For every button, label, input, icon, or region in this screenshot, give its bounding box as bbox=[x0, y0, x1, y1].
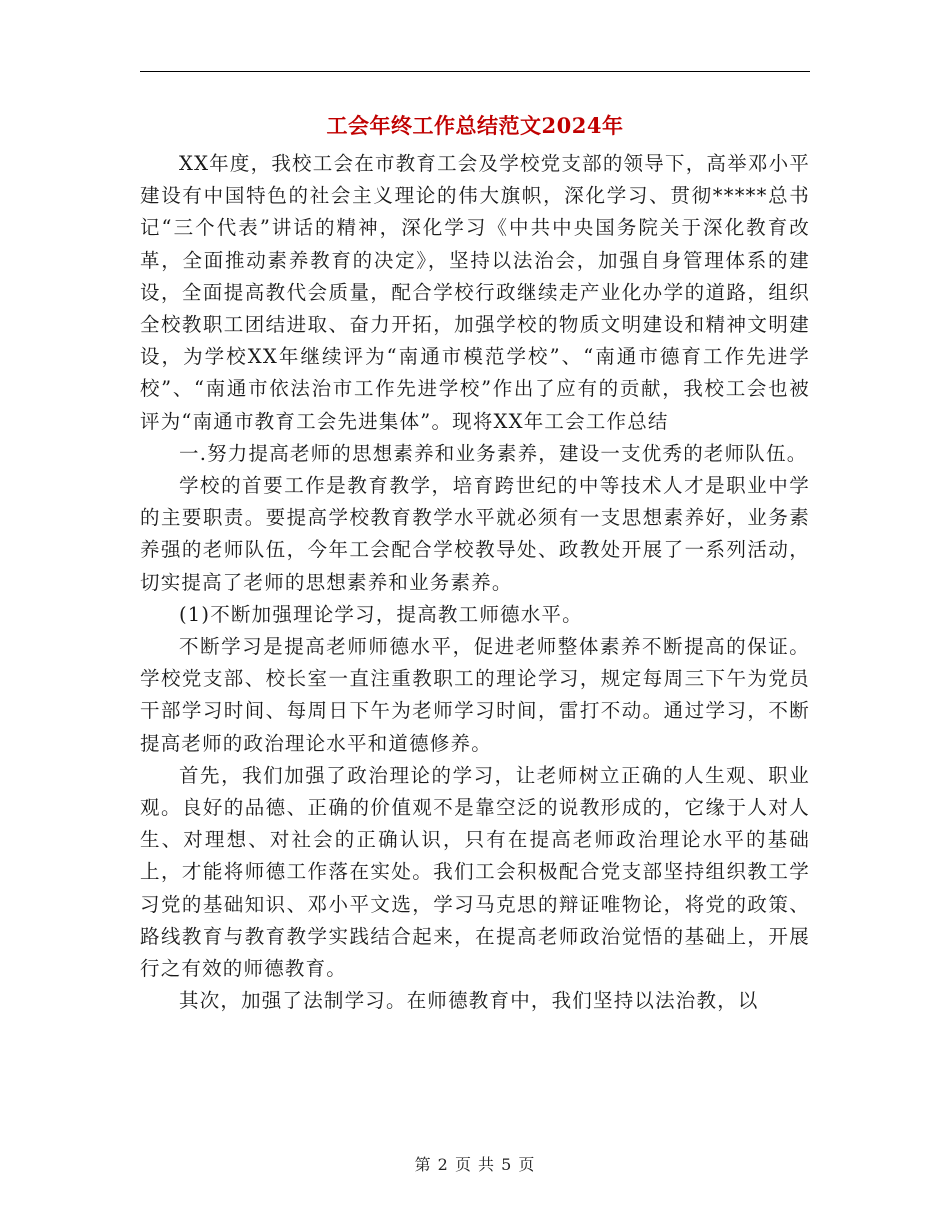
paragraph-teaching: 学校的首要工作是教育教学，培育跨世纪的中等技术人才是职业中学的主要职责。要提高学校教育教学水平就必须有一支思想素养好，业务素养强的老师队伍，今年工会配合学校教导处、政教处开展了一系列活动，切实提高了老师的思想素养和业务素养。 bbox=[140, 474, 810, 594]
paragraph-learning: 不断学习是提高老师师德水平，促进老师整体素养不断提高的保证。学校党支部、校长室一直注重教职工的理论学习，规定每周三下午为党员干部学习时间、每周日下午为老师学习时间，雷打不动。通过学习，不断提高老师的政治理论水平和道德修养。 bbox=[140, 635, 810, 755]
section-heading-1: 一.努力提高老师的思想素养和业务素养，建设一支优秀的老师队伍。 bbox=[179, 441, 808, 465]
paragraph-intro: XX年度，我校工会在市教育工会及学校党支部的领导下，高举邓小平建设有中国特色的社会主义理论的伟大旗帜，深化学习、贯彻*****总书记“三个代表”讲话的精神，深化学习《中共中央国务院关于深化教育改革，全面推动素养教育的决定》，坚持以法治会，加强自身管理体系的建设，全面提高教代会质量，配合学校行政继续走产业化办学的道路，组织全校教职工团结进取、奋力开拓，加强学校的物质文明建设和精神文明建设，为学校XX年继续评为“南通市模范学校”、“南通市德育工作先进学校”、“南通市依法治市工作先进学校”作出了应有的贡献，我校工会也被评为“南通市教育工会先进集体”。现将XX年工会工作总结 bbox=[140, 152, 810, 433]
paragraph-politics: 首先，我们加强了政治理论的学习，让老师树立正确的人生观、职业观。良好的品德、正确的价值观不是靠空泛的说教形成的，它缘于人对人生、对理想、对社会的正确认识，只有在提高老师政治理论水平的基础上，才能将师德工作落在实处。我们工会积极配合党支部坚持组织教工学习党的基础知识、邓小平文选，学习马克思的辩证唯物论，将党的政策、路线教育与教育教学实践结合起来，在提高老师政治觉悟的基础上，开展行之有效的师德教育。 bbox=[140, 763, 810, 981]
document-title: 工会年终工作总结范文2024年 bbox=[326, 113, 624, 138]
subsection-heading-1: (1)不断加强理论学习，提高教工师德水平。 bbox=[179, 602, 583, 626]
page-number-footer: 第 2 页 共 5 页 bbox=[414, 1155, 536, 1174]
document-body bbox=[140, 148, 810, 1017]
paragraph-law: 其次，加强了法制学习。在师德教育中，我们坚持以法治教，以 bbox=[179, 989, 759, 1013]
header-rule bbox=[140, 71, 810, 72]
